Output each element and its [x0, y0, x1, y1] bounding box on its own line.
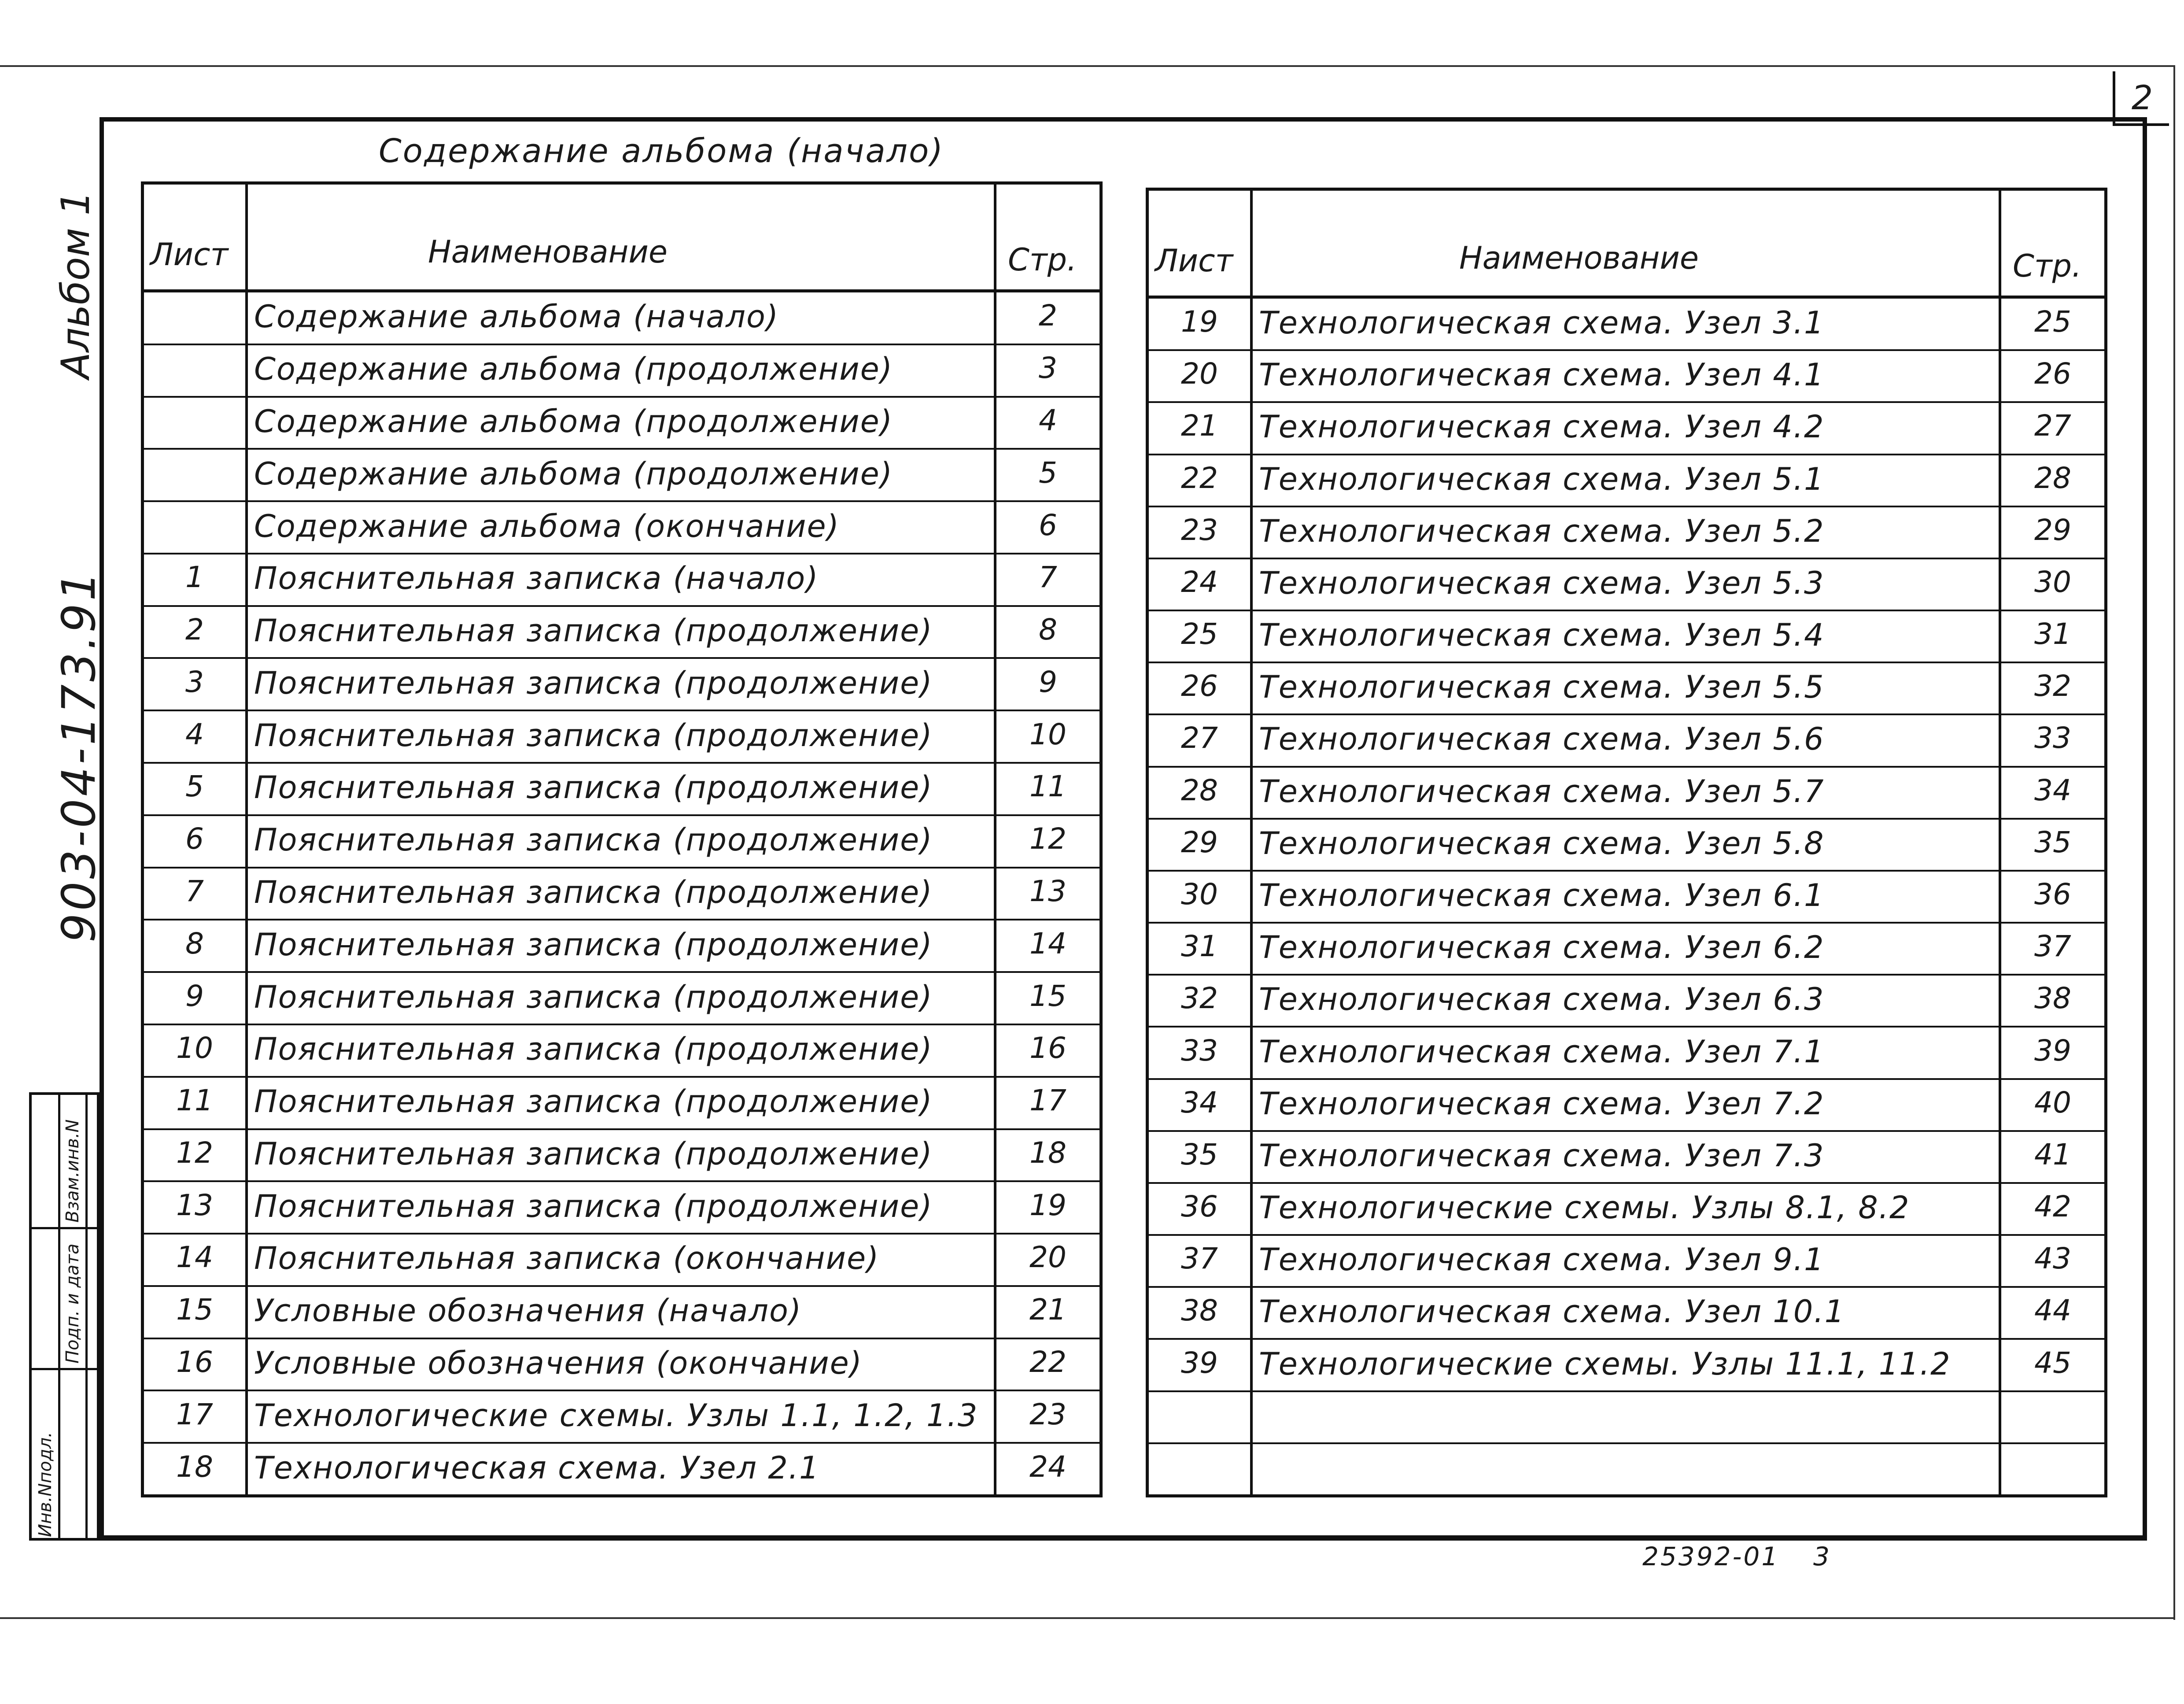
row-title: Пояснительная записка (продолжение) [254, 979, 933, 1015]
row-divider [1149, 1390, 2104, 1392]
row-sheet-number: 3 [185, 665, 204, 699]
row-divider [144, 500, 1099, 502]
row-page-number: 44 [2034, 1294, 2071, 1328]
row-divider [144, 1024, 1099, 1025]
row-sheet-number: 7 [185, 874, 204, 908]
row-title: Технологическая схема. Узел 5.3 [1259, 565, 1825, 601]
row-title: Технологическая схема. Узел 5.5 [1259, 669, 1825, 706]
header-name: Наименование [1459, 240, 1699, 276]
header-sheet: Лист [150, 237, 229, 273]
row-page-number: 41 [2034, 1137, 2071, 1172]
row-page-number: 32 [2034, 669, 2071, 703]
row-page-number: 3 [1039, 351, 1057, 385]
row-divider [144, 1233, 1099, 1235]
row-sheet-number: 27 [1181, 721, 1218, 755]
row-divider [144, 919, 1099, 920]
row-title: Технологическая схема. Узел 6.1 [1259, 877, 1825, 913]
stamp-label-sign: Подп. и дата [63, 1243, 83, 1364]
row-page-number: 19 [1029, 1188, 1066, 1222]
row-page-number: 30 [2034, 565, 2071, 599]
row-title: Технологические схемы. Узлы 11.1, 11.2 [1259, 1345, 1951, 1382]
row-sheet-number: 31 [1181, 929, 1218, 964]
row-sheet-number: 4 [185, 717, 204, 751]
row-divider [144, 1180, 1099, 1182]
row-sheet-number: 39 [1181, 1345, 1218, 1380]
row-sheet-number: 25 [1181, 617, 1218, 651]
row-page-number: 11 [1029, 769, 1066, 804]
row-title: Пояснительная записка (продолжение) [254, 1083, 933, 1120]
row-sheet-number: 11 [176, 1083, 213, 1118]
row-sheet-number: 6 [185, 822, 204, 856]
row-sheet-number: 20 [1181, 357, 1218, 391]
row-title: Пояснительная записка (продолжение) [254, 1188, 933, 1224]
document-code: 903-04-173.91 [52, 569, 106, 943]
row-page-number: 13 [1029, 874, 1066, 908]
row-title: Пояснительная записка (продолжение) [254, 1031, 933, 1068]
row-sheet-number: 1 [185, 560, 204, 595]
row-divider [144, 710, 1099, 711]
row-page-number: 8 [1039, 613, 1057, 647]
row-divider [1149, 1026, 2104, 1028]
row-page-number: 22 [1029, 1345, 1066, 1379]
row-divider [144, 344, 1099, 345]
footer-code: 25392-01 [1642, 1541, 1780, 1571]
contents-table-left [141, 181, 1103, 1497]
row-page-number: 40 [2034, 1085, 2071, 1120]
row-title: Пояснительная записка (продолжение) [254, 822, 933, 858]
row-sheet-number: 23 [1181, 513, 1218, 547]
row-title: Технологическая схема. Узел 5.8 [1259, 825, 1825, 861]
contents-table-right [1146, 188, 2107, 1497]
footer-number: 3 [1813, 1541, 1830, 1571]
row-page-number: 27 [2034, 409, 2071, 443]
row-page-number: 15 [1029, 979, 1066, 1013]
table-divider [245, 185, 248, 1494]
row-title: Технологическая схема. Узел 10.1 [1259, 1294, 1845, 1330]
row-sheet-number: 17 [176, 1397, 213, 1431]
row-sheet-number: 19 [1181, 305, 1218, 339]
row-page-number: 38 [2034, 981, 2071, 1016]
row-page-number: 45 [2034, 1345, 2071, 1380]
row-page-number: 25 [2034, 305, 2071, 339]
row-page-number: 16 [1029, 1031, 1066, 1065]
stamp-divider-1 [32, 1368, 97, 1370]
page-number: 2 [2131, 78, 2153, 117]
row-title: Содержание альбома (продолжение) [254, 351, 893, 388]
row-divider [144, 1442, 1099, 1444]
row-sheet-number: 33 [1181, 1033, 1218, 1068]
row-title: Технологическая схема. Узел 4.1 [1259, 357, 1825, 393]
row-title: Пояснительная записка (продолжение) [254, 926, 933, 963]
header-sheet: Лист [1155, 243, 1233, 279]
row-sheet-number: 18 [176, 1449, 213, 1484]
row-divider [144, 867, 1099, 869]
page-title: Содержание альбома (начало) [379, 132, 944, 170]
row-page-number: 26 [2034, 357, 2071, 391]
row-page-number: 7 [1039, 560, 1057, 595]
row-title: Пояснительная записка (продолжение) [254, 665, 933, 701]
row-divider [1149, 349, 2104, 351]
row-divider [1149, 506, 2104, 507]
row-divider [1149, 454, 2104, 455]
row-page-number: 2 [1039, 299, 1057, 333]
header-name: Наименование [428, 234, 668, 270]
row-divider [144, 657, 1099, 659]
row-divider [1149, 1442, 2104, 1444]
row-sheet-number: 37 [1181, 1242, 1218, 1276]
row-title: Пояснительная записка (продолжение) [254, 874, 933, 910]
row-title: Технологическая схема. Узел 7.1 [1259, 1033, 1825, 1070]
row-divider [1149, 1286, 2104, 1288]
row-sheet-number: 10 [176, 1031, 213, 1065]
row-title: Технологическая схема. Узел 6.3 [1259, 981, 1825, 1018]
row-divider [144, 1338, 1099, 1339]
row-title: Технологическая схема. Узел 9.1 [1259, 1242, 1825, 1278]
row-title: Технологическая схема. Узел 5.4 [1259, 617, 1825, 654]
row-divider [144, 1076, 1099, 1078]
row-divider [1149, 401, 2104, 403]
row-sheet-number: 29 [1181, 825, 1218, 859]
row-divider [144, 762, 1099, 764]
album-label: Альбом 1 [53, 191, 98, 379]
stamp-label-replace: Взам.инв.N [63, 1119, 83, 1223]
row-divider [1149, 922, 2104, 924]
row-divider [144, 1285, 1099, 1287]
row-title: Содержание альбома (начало) [254, 299, 779, 335]
row-sheet-number: 12 [176, 1135, 213, 1170]
row-page-number: 21 [1029, 1293, 1066, 1327]
header-divider [144, 289, 1099, 292]
row-page-number: 12 [1029, 822, 1066, 856]
row-divider [144, 1128, 1099, 1130]
row-page-number: 24 [1029, 1449, 1066, 1484]
header-page: Стр. [2013, 248, 2082, 284]
row-page-number: 33 [2034, 721, 2071, 755]
row-divider [1149, 1234, 2104, 1236]
row-sheet-number: 36 [1181, 1190, 1218, 1224]
row-title: Пояснительная записка (начало) [254, 560, 819, 597]
row-page-number: 23 [1029, 1397, 1066, 1431]
row-page-number: 5 [1039, 455, 1057, 490]
row-divider [1149, 766, 2104, 768]
row-page-number: 17 [1029, 1083, 1066, 1118]
row-divider [144, 396, 1099, 398]
row-divider [144, 553, 1099, 554]
row-sheet-number: 2 [185, 613, 204, 647]
row-page-number: 29 [2034, 513, 2071, 547]
row-sheet-number: 28 [1181, 773, 1218, 807]
row-divider [1149, 870, 2104, 872]
row-title: Технологические схемы. Узлы 8.1, 8.2 [1259, 1190, 1910, 1226]
row-sheet-number: 14 [176, 1240, 213, 1275]
row-page-number: 28 [2034, 461, 2071, 495]
row-page-number: 14 [1029, 926, 1066, 961]
row-divider [1149, 1078, 2104, 1080]
row-title: Пояснительная записка (продолжение) [254, 613, 933, 649]
row-divider [144, 605, 1099, 607]
row-sheet-number: 38 [1181, 1294, 1218, 1328]
row-sheet-number: 22 [1181, 461, 1218, 495]
row-title: Технологическая схема. Узел 3.1 [1259, 305, 1825, 341]
header-divider [1149, 296, 2104, 299]
row-page-number: 42 [2034, 1190, 2071, 1224]
sheet-edge-bottom [0, 1617, 2175, 1619]
row-divider [1149, 974, 2104, 976]
row-title: Пояснительная записка (продолжение) [254, 717, 933, 754]
row-sheet-number: 8 [185, 926, 204, 961]
row-sheet-number: 13 [176, 1188, 213, 1222]
row-title: Пояснительная записка (продолжение) [254, 769, 933, 806]
row-divider [1149, 662, 2104, 663]
row-title: Условные обозначения (окончание) [254, 1345, 863, 1382]
row-sheet-number: 16 [176, 1345, 213, 1379]
stamp-divider-2 [32, 1227, 97, 1229]
row-sheet-number: 21 [1181, 409, 1218, 443]
row-sheet-number: 26 [1181, 669, 1218, 703]
row-title: Содержание альбома (продолжение) [254, 455, 893, 492]
row-page-number: 36 [2034, 877, 2071, 911]
row-title: Технологическая схема. Узел 4.2 [1259, 409, 1825, 445]
row-page-number: 34 [2034, 773, 2071, 807]
row-sheet-number: 34 [1181, 1085, 1218, 1120]
row-page-number: 6 [1039, 508, 1057, 542]
row-title: Технологические схемы. Узлы 1.1, 1.2, 1.3 [254, 1397, 978, 1434]
row-title: Содержание альбома (окончание) [254, 508, 840, 544]
row-divider [1149, 1338, 2104, 1340]
row-divider [144, 1390, 1099, 1391]
row-page-number: 39 [2034, 1033, 2071, 1068]
row-title: Технологическая схема. Узел 5.6 [1259, 721, 1825, 758]
row-page-number: 20 [1029, 1240, 1066, 1275]
row-title: Технологическая схема. Узел 5.1 [1259, 461, 1825, 497]
row-page-number: 37 [2034, 929, 2071, 964]
row-sheet-number: 15 [176, 1293, 213, 1327]
table-divider [1250, 191, 1253, 1494]
row-title: Технологическая схема. Узел 5.7 [1259, 773, 1825, 809]
row-title: Содержание альбома (продолжение) [254, 403, 893, 440]
approval-stamp [29, 1092, 100, 1541]
row-page-number: 4 [1039, 403, 1057, 437]
row-divider [144, 448, 1099, 450]
header-page: Стр. [1008, 242, 1077, 278]
row-title: Условные обозначения (начало) [254, 1293, 802, 1329]
row-title: Пояснительная записка (окончание) [254, 1240, 880, 1277]
row-title: Пояснительная записка (продолжение) [254, 1135, 933, 1172]
row-title: Технологическая схема. Узел 6.2 [1259, 929, 1825, 966]
row-divider [1149, 610, 2104, 611]
row-page-number: 35 [2034, 825, 2071, 859]
row-page-number: 43 [2034, 1242, 2071, 1276]
row-divider [1149, 1182, 2104, 1184]
row-page-number: 18 [1029, 1135, 1066, 1170]
row-sheet-number: 24 [1181, 565, 1218, 599]
row-divider [1149, 558, 2104, 559]
row-page-number: 10 [1029, 717, 1066, 751]
stamp-label-inv: Инв.Nподл. [35, 1432, 55, 1537]
row-title: Технологическая схема. Узел 2.1 [254, 1449, 820, 1486]
row-page-number: 9 [1039, 665, 1057, 699]
row-title: Технологическая схема. Узел 5.2 [1259, 513, 1825, 549]
row-page-number: 31 [2034, 617, 2071, 651]
sheet-edge-right [2173, 65, 2175, 1620]
row-sheet-number: 35 [1181, 1137, 1218, 1172]
row-sheet-number: 9 [185, 979, 204, 1013]
row-sheet-number: 5 [185, 769, 204, 804]
row-divider [144, 971, 1099, 973]
sheet-edge-top [0, 65, 2175, 67]
row-divider [144, 814, 1099, 816]
row-divider [1149, 1130, 2104, 1132]
row-sheet-number: 32 [1181, 981, 1218, 1016]
row-sheet-number: 30 [1181, 877, 1218, 911]
row-title: Технологическая схема. Узел 7.2 [1259, 1085, 1825, 1122]
row-title: Технологическая схема. Узел 7.3 [1259, 1137, 1825, 1174]
row-divider [1149, 713, 2104, 715]
row-divider [1149, 818, 2104, 820]
